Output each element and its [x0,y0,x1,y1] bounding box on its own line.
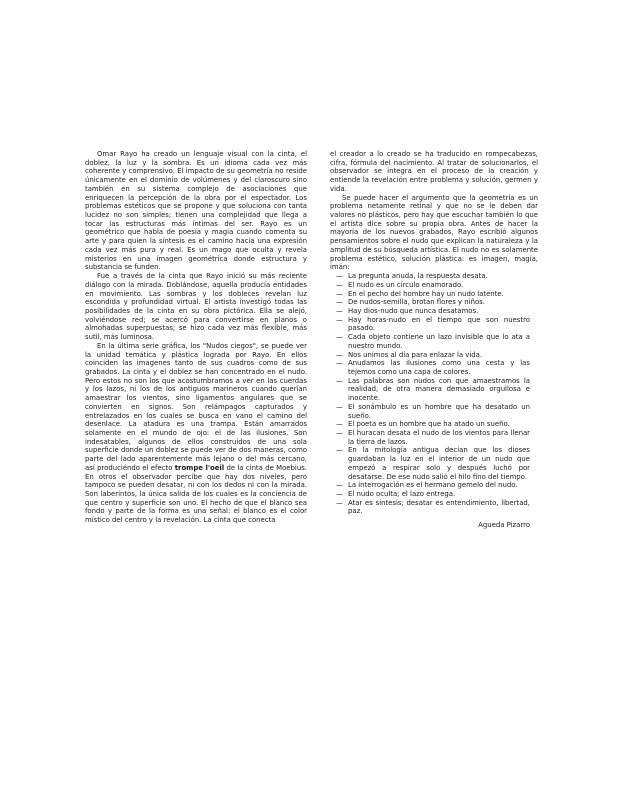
paragraph-nudos-text-b: de la cinta de Moebius. En otros el observador percibe que hay dos niveles, pero tampoco se pueden desatar, ni con los dedos ni con la mirada. Son laberintos, la única salida de los cuales es la conciencia de que centro y superficie son uno. El hecho de que el blanco sea fondo y parte de la forma es una señal: el blanco es el color místico del centro y la revelación. La cinta que conecta [85,463,307,525]
verse-dash: — [336,420,343,429]
verse-text: Hay horas-nudo en el tiempo que son nuestro pasado. [348,315,530,333]
verse-dash: — [336,289,343,298]
verse-text: Atar es síntesis; desatar es entendimiento, libertad, paz. [348,498,530,516]
verse-item [330,307,538,316]
verse-text: De nudos-semilla, brotan flores y niños. [348,298,485,307]
verse-text: La pregunta anuda, la respuesta desata. [348,272,488,281]
paragraph-nudos-ciegos [85,342,307,525]
verse-item [330,499,538,516]
verse-text: El sonámbulo es un hombre que ha desatado un sueño. [348,402,530,420]
verse-text: El nudo oculta; el lazo entrega. [348,490,456,499]
left-column [85,150,307,525]
paragraph-argument: Se puede hacer el argumento que la geometría es un problema netamente retinal y que no se le deben dar valores no plásticos, pero hay que escuchar también lo que el artista dice sobre su propia obra. Antes de hacer la mayoría de los nuevos grabados, Rayo escribió algunos pensamientos sobre el nudo que explican la naturaleza y la amplitud de su búsqueda artística. El nudo no es solamente problema estético, solución plástica: es imagen, magia, imán: [330,193,538,272]
verse-text: El huracan desata el nudo de los vientos para llenar la tierra de lazos. [348,429,530,446]
verse-item [330,351,538,360]
verse-text: Las palabras son nudos con que amaestramos la realidad, de otra manera demasiado orgullosa e inocente. [348,376,530,403]
verse-text: Hay dios-nudo que nunca desatamos. [348,306,479,315]
verse-item [330,377,538,403]
verse-item [330,446,538,481]
paragraph-nudos-text-a: En la última serie gráfica, los "Nudos ciegos", se puede ver la unidad temática y plástica lograda por Rayo. En ellos coinciden las imagenes tanto de sus cuadros como de sus grabados. La cinta y el doblez se han concentrado en el nudo. Pero estos no son los que acostumbramos a ver en las cuerdas y los lazos, ni los de los antiguos marineros cuando querían amaestrar los vientos, sino ligamentos angulares que se convierten en signos. Son relámpagos capturados y entrelazados en los cuales se busca en vano el camino del desenlace. La atadura es una trampa. Están amarrados solamente en el mundo de ojo: el de las ilusiones. Son indesatables, algunos de ellos construídos de una sola superficie donde un doblez se puede ver de dos maneras, como parte del lado aparentemente más lejano o del más cercano, así produciéndo el efecto [85,341,307,472]
verse-dash: — [336,402,343,411]
verse-item [330,281,538,290]
verse-dash: — [336,333,343,342]
verse-text: El nudo es un círculo enamorado. [348,280,464,289]
verse-dash: — [336,446,343,455]
verse-dash: — [336,429,343,437]
verse-text: Nos unimos al día para enlazar la vida. [348,350,483,359]
verse-list [330,272,538,516]
verse-dash: — [336,315,343,324]
verse-dash: — [336,359,343,368]
verse-dash: — [336,498,343,507]
paragraph-intro: Omar Rayo ha creado un lenguaje visual con la cinta, el doblez, la luz y la sombra. Es un idioma cada vez más coherente y comprensivo. El impacto de su geometría no reside únicamente en el dominio de volúmenes y del claroscuro sino también en su sistema complejo de asociaciones que enriquecen la percepción de la obra por el espectador. Los problemas estéticos que se propone y que soluciona con tanta lucidez no son simples; tienen una complejidad que llega a tocar las estructuras más íntimas del ser. Rayo es un geométrico que habla de poesía y magia cuando comenta su arte y para quien la síntesis es el camino hacia una expresión cada vez más pura y real. Es un mago que oculta y revela misterios en una imagen geométrica donde estructura y substancia se funden. [85,150,307,272]
verse-item [330,429,538,446]
verse-item [330,290,538,299]
right-column [330,150,538,530]
author-signature: Agueda Pizarro [478,521,530,530]
verse-item [330,420,538,429]
verse-dash: — [336,481,343,490]
verse-item [330,403,538,420]
verse-dash: — [336,490,343,499]
verse-text: El poeta es un hombre que ha atado un sueño. [348,420,510,429]
verse-item [330,490,538,499]
trompe-loeil-emphasis: trompe l'oeil [174,463,225,472]
verse-item [330,298,538,307]
verse-item [330,481,538,490]
verse-item [330,316,538,333]
verse-dash: — [336,306,343,315]
verse-text: En la mitología antigua decían que los dioses guardaban la luz en el interior de un nudo que empezó a respirar solo y después luchó por desatarse. De ese nudo salió el hilo fino del tiempo. [348,446,530,481]
paragraph-continuation: el creador a lo creado se ha traducido en rompecabezas, cifra, fórmula del nacimiento. Al tratar de solucionarlos, el observador se integra en el proceso de la creación y entiende la revelación entre problema y solución, germen y vida. [330,150,538,193]
verse-text: Anudamos las ilusiones como una cesta y las tejemos como una capa de colores. [348,359,530,376]
verse-item [330,333,538,350]
verse-text: Cada objeto contiene un lazo invisible que lo ata a nuestro mundo. [348,333,530,350]
verse-dash: — [336,280,343,289]
verse-dash: — [336,376,343,385]
paragraph-cinta: Fue a través de la cinta que Rayo inició su más reciente diálogo con la mirada. Doblándose, aquella producía entidades en movimiento. Las sombras y los dobleces revelan luz escondida y profundidad virtual. El artista investigó todas las posibilidades de la cinta en su obra pictórica. Ella se alejó, volviéndose red; se acercó para convertirse en planos o almohadas superpuestas; se hizo cada vez más flexible, más sutil, más luminosa. [85,272,307,342]
verse-dash: — [336,350,343,359]
verse-text: En el pecho del hombre hay un nudo latente. [348,289,504,298]
verse-item [330,272,538,281]
verse-item [330,359,538,376]
verse-dash: — [336,272,343,281]
verse-dash: — [336,298,343,307]
verse-text: La interrogación es el hermano gemelo del nudo. [348,481,518,490]
